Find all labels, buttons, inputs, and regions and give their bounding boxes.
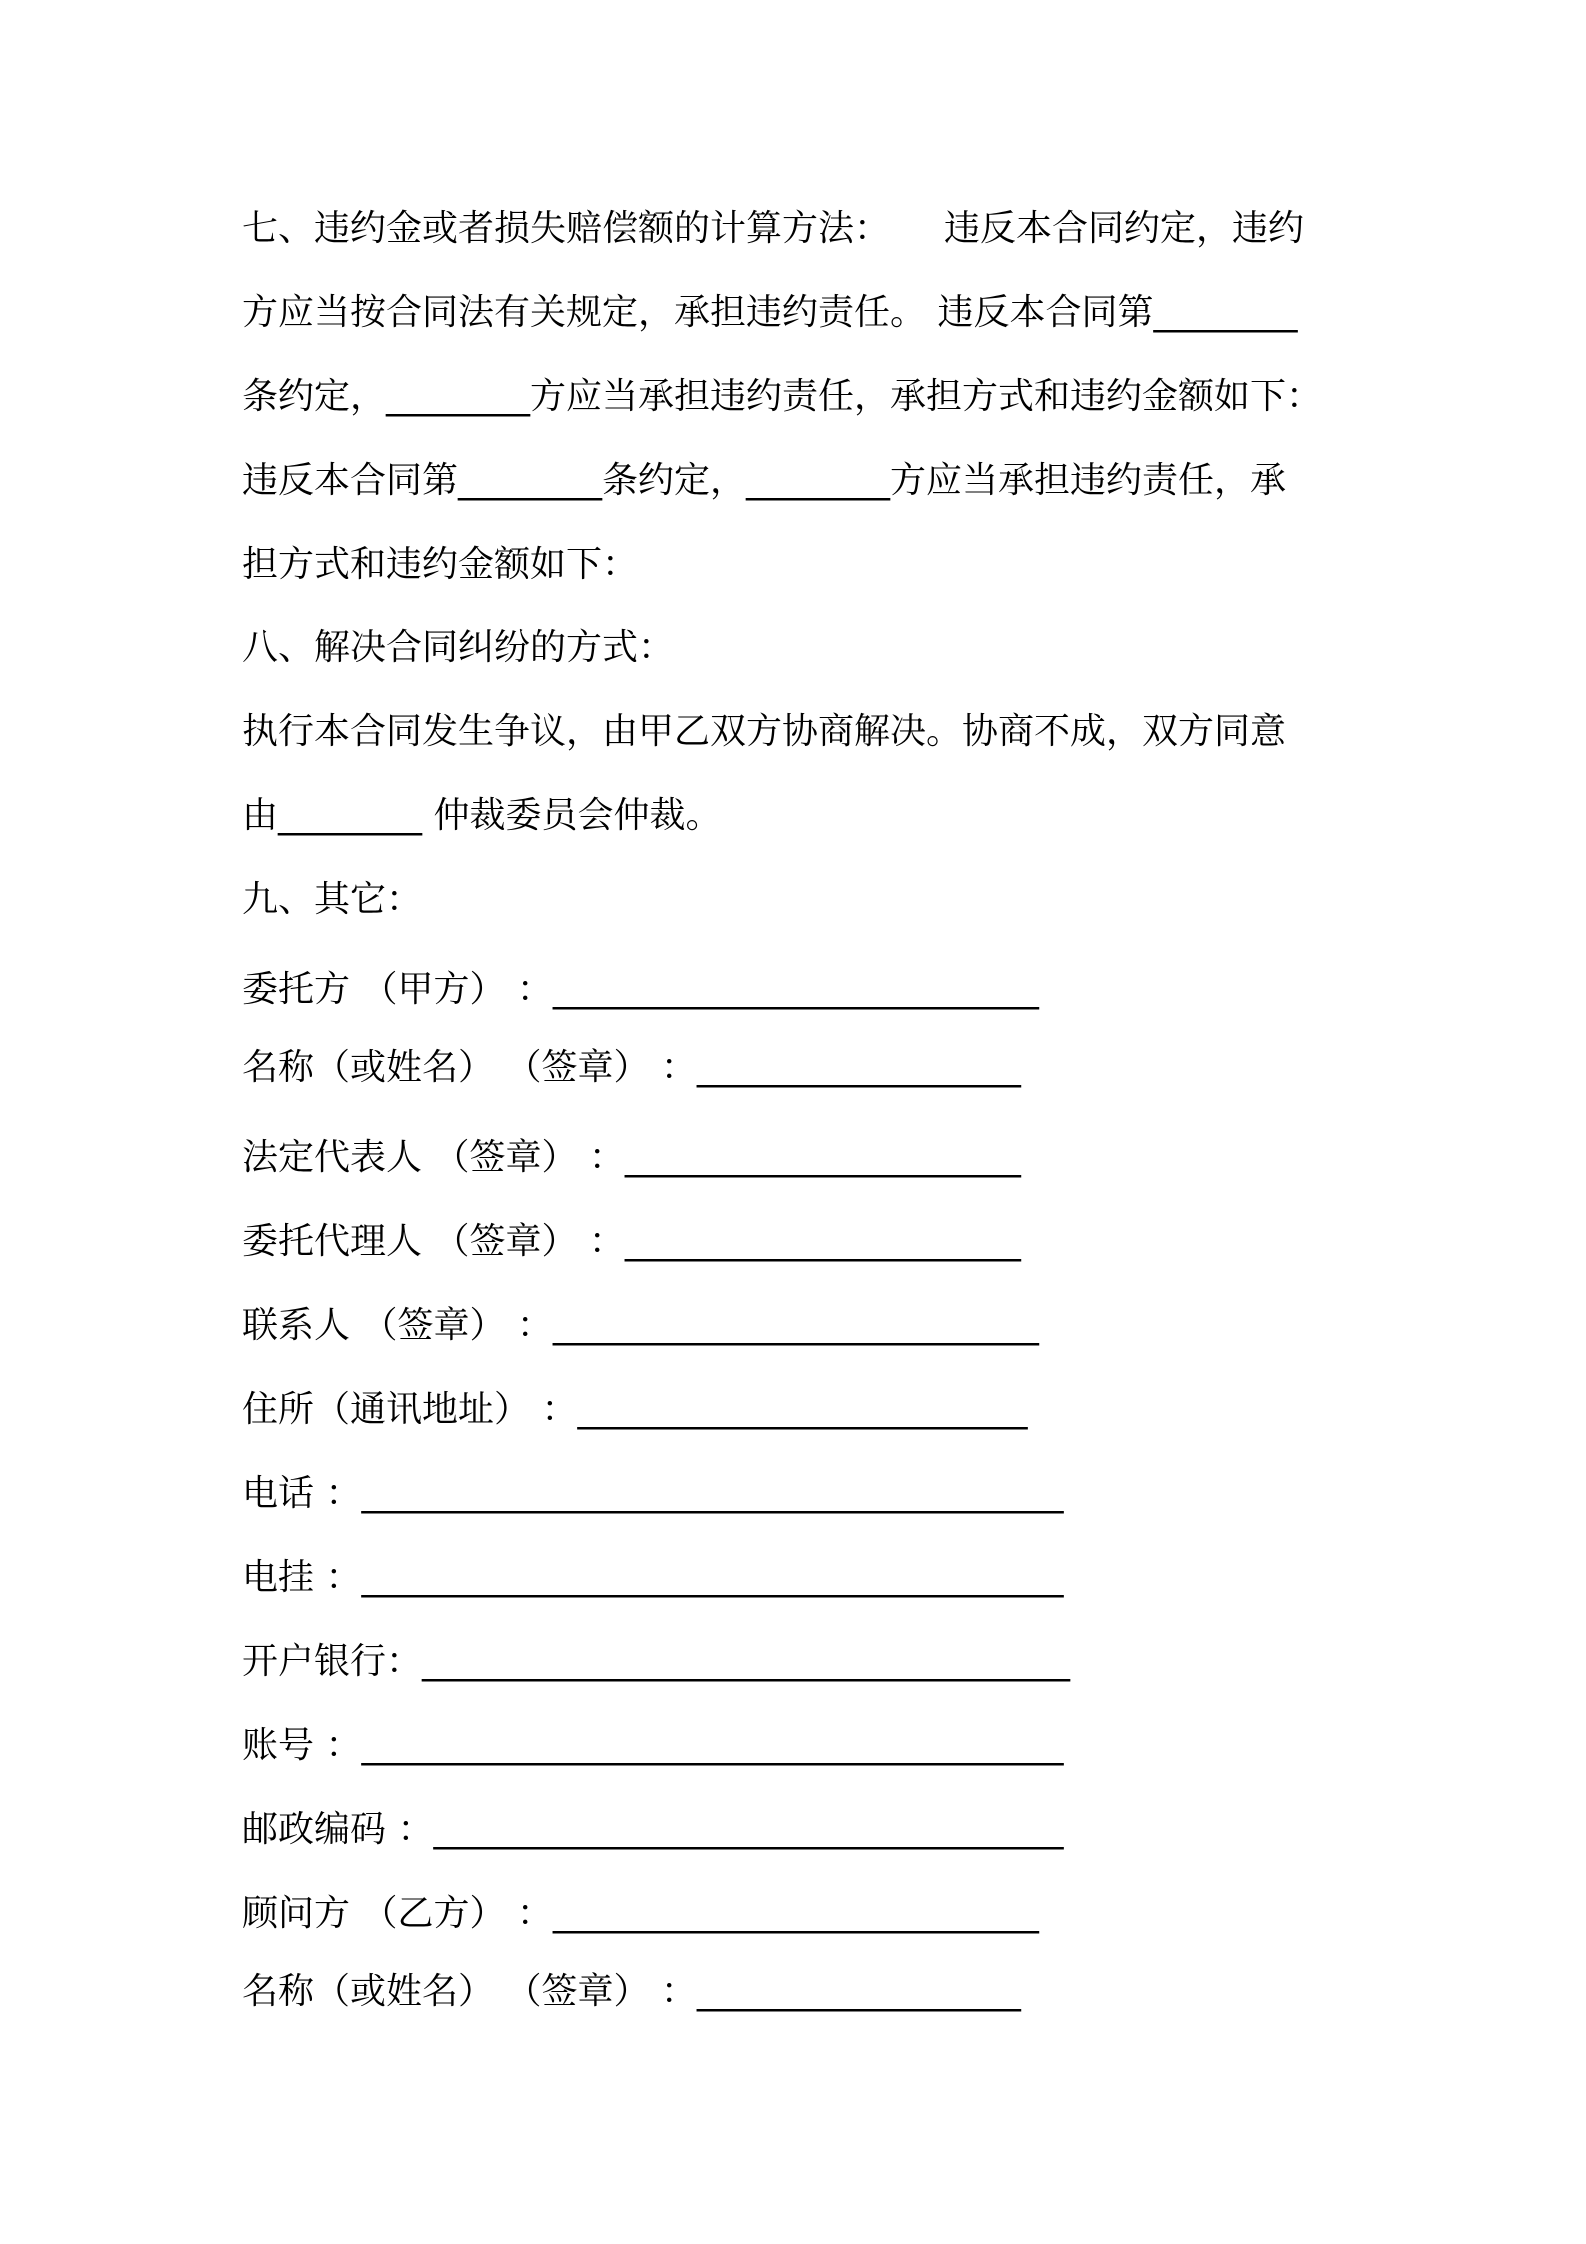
phone-field: 电话 ：_______________________________________ [242,1473,1064,1514]
clause-7-title-line: 七、违约金或者损失赔偿额的计算方法： 违反本合同约定，违约 [242,208,1305,249]
legal-rep-field: 法定代表人 （签章） ：______________________ [242,1137,1021,1178]
party-b-field: 顾问方 （乙方） ：___________________________ [242,1893,1039,1934]
postcode-field: 邮政编码 ：___________________________________ [242,1809,1064,1850]
bank-field: 开户银行：____________________________________ [242,1641,1071,1682]
party-b-name-field: 名称（或姓名） （签章） ：__________________ [242,1971,1021,2012]
cable-field: 电挂 ：_______________________________________ [242,1557,1064,1598]
account-field: 账号 ：_______________________________________ [242,1725,1064,1766]
agent-field: 委托代理人 （签章） ：______________________ [242,1221,1021,1262]
clause-8-line-1: 执行本合同发生争议，由甲乙双方协商解决。协商不成，双方同意 [242,711,1287,752]
contact-field: 联系人 （签章） ：___________________________ [242,1305,1039,1346]
party-a-name-field: 名称（或姓名） （签章） ：__________________ [242,1047,1021,1088]
clause-9-title: 九、其它： [242,879,423,920]
clause-7-line-3: 条约定，________方应当承担违约责任，承担方式和违约金额如下： [242,376,1323,417]
clause-7-line-5: 担方式和违约金额如下： [242,544,639,585]
clause-8-line-2: 由________ 仲裁委员会仲裁。 [242,795,722,836]
clause-7-line-4: 违反本合同第________条约定，________方应当承担违约责任，承 [242,460,1287,501]
clause-8-title: 八、解决合同纠纷的方式： [242,627,675,668]
party-a-field: 委托方 （甲方） ：___________________________ [242,969,1039,1010]
clause-7-line-2: 方应当按合同法有关规定，承担违约责任。 违反本合同第________ [242,292,1298,333]
address-field: 住所（通讯地址） ：_________________________ [242,1389,1028,1430]
